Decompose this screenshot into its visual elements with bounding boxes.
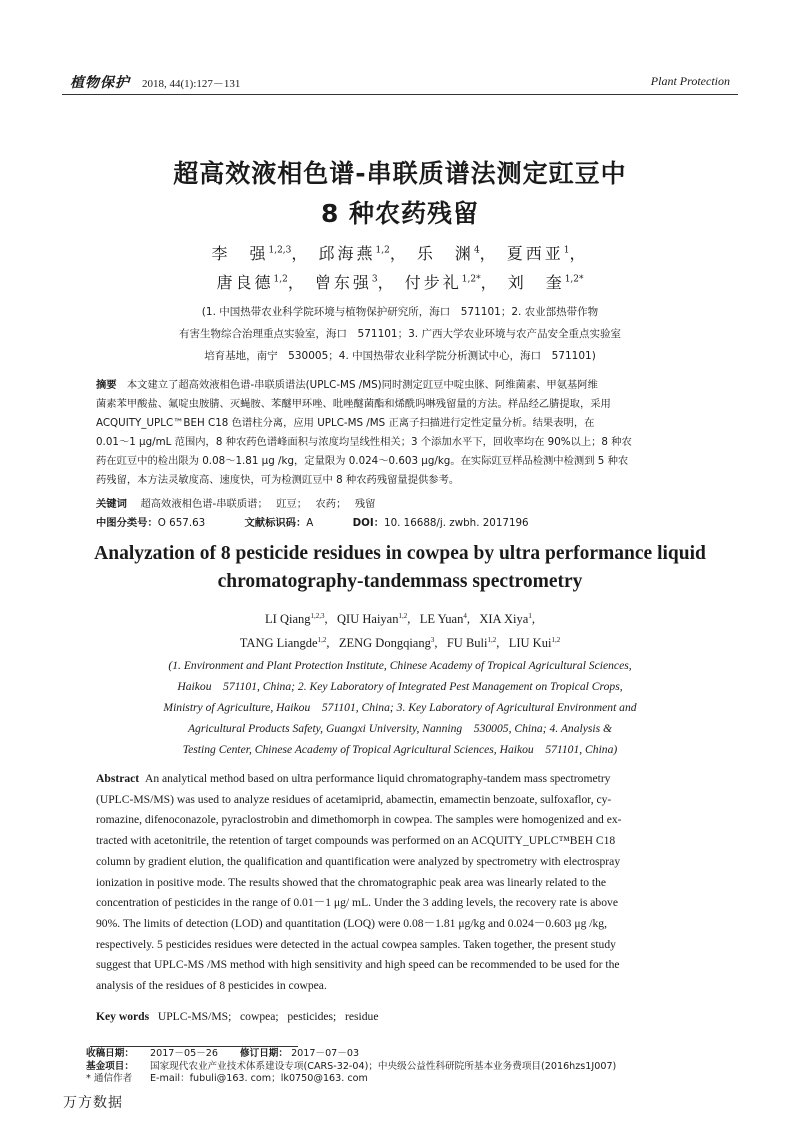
doc-code-label: 文献标识码： [244, 517, 307, 529]
abstract-zh-line: 0.01～1 μg/mL 范围内，8 种农药色谱峰面积与浓度均呈线性相关；3 个添加水平下，回收率均在 90%以上；8 种农 [96, 436, 632, 448]
affiliation-en-line: (1. Environment and Plant Protection Institute, Chinese Academy of Tropical Agricultural Sciences, [168, 659, 632, 672]
author-en: LE Yuan [419, 612, 464, 627]
author-sup: 1,2* [461, 274, 481, 285]
doc-code-value: A [306, 517, 314, 529]
affiliation-en-line: Haikou 571101, China; 2. Key Laboratory of Integrated Pest Management on Tropical Crops, [177, 680, 623, 693]
footnote-fund [86, 1061, 616, 1074]
journal-name-zh: 植物保护 [70, 75, 130, 91]
footnote-corresponding [86, 1073, 616, 1086]
abstract-en-line: (UPLC-MS/MS) was used to analyze residues of acetamiprid, abamectin, emamectin benzoate, sulfoxaflor, cy- [96, 792, 612, 806]
author-sup: 4 [473, 245, 480, 256]
affiliation-en-line: Agricultural Products Safety, Guangxi University, Nanning 530005, China; 4. Analysis & [187, 722, 613, 735]
affiliation-en-line: Ministry of Agriculture, Haikou 571101, China; 3. Key Laboratory of Agricultural Environment and [163, 701, 637, 714]
abstract-zh-line: 药在豇豆中的检出限为 0.08～1.81 μg /kg，定量限为 0.024～0.603 μg/kg。在实际豇豆样品检测中检测到 5 种农 [96, 455, 629, 467]
keywords-zh [96, 495, 375, 510]
footnotes [86, 1048, 616, 1086]
abstract-zh-line: 本文建立了超高效液相色谱-串联质谱法(UPLC-MS /MS)同时测定豇豆中啶虫脒、阿维菌素、甲氨基阿维 [126, 379, 598, 391]
author-sup: 1,2 [398, 612, 408, 620]
author-sup: 3 [430, 636, 435, 645]
fund-label: 基金项目： [86, 1060, 134, 1072]
title-en-line1: Analyzation of 8 pesticide residues in cowpea by ultra performance liquid [94, 543, 706, 564]
author-zh: 邱海燕 [318, 244, 376, 263]
abstract-en-line: 90%. The limits of detection (LOD) and quantitation (LOQ) were 0.08－1.81 μg/kg and 0.024－0.603 μg /kg, [96, 916, 607, 930]
author-sup: 3 [371, 274, 378, 285]
doi-value: 10. 16688/j. zwbh. 2017196 [384, 517, 529, 529]
abstract-en-line: ionization in positive mode. The results showed that the chromatographic peak area was linearly related to the [96, 875, 607, 889]
author-sup: 1,2,3 [310, 612, 325, 620]
authors-zh-line2: 唐良德$^{1,2}$， 曾东强$^3$， 付步礼$^{1,2*}$， 刘 奎$^{1,2*}$ [216, 273, 584, 292]
abstract-en-line: concentration of pesticides in the range of 0.01－1 μg/ mL. Under the 3 adding levels, the recovery rate is above [96, 896, 618, 910]
abstract-en-line: tracted with acetonitrile, the retention of target compounds was performed on an ACQUITY_UPLC™BEH C18 [96, 834, 616, 848]
abstract-en-line: suggest that UPLC-MS /MS method with high sensitivity and high speed can be recommended to be used for the [96, 958, 620, 972]
classification-row [96, 514, 565, 529]
author-zh: 刘 奎 [507, 273, 565, 292]
running-header [70, 70, 730, 92]
abstract-en-line: analysis of the residues of 8 pesticides in cowpea. [96, 979, 327, 993]
citation: 2018, 44(1):127－131 [142, 78, 241, 90]
author-sup: 4 [463, 612, 467, 620]
footnote-dates [86, 1048, 616, 1061]
affiliation-line: 有害生物综合治理重点实验室，海口 571101；3. 广西大学农业环境与农产品安全重点实验室 [179, 328, 621, 340]
keywords-en [96, 1010, 378, 1023]
affiliation-line: 培育基地，南宁 530005；4. 中国热带农业科学院分析测试中心，海口 571101) [204, 350, 596, 362]
abstract-en-line: respectively. 5 pesticides residues were detected in the actual cowpea samples. Taken together, the present study [96, 937, 616, 951]
author-zh: 唐良德 [216, 273, 274, 292]
author-zh: 付步礼 [404, 273, 462, 292]
received-label: 收稿日期： [86, 1048, 134, 1059]
abstract-en-line: An analytical method based on ultra performance liquid chromatography-tandem mass spectrometry [144, 772, 611, 785]
author-sup: 1,2 [487, 636, 497, 645]
author-zh: 夏西亚 [506, 244, 564, 263]
author-en: TANG Liangde [239, 636, 318, 651]
author-en: ZENG Dongqiang [338, 636, 431, 651]
keyword: 农药； [315, 498, 342, 510]
affiliation-en-line: Testing Center, Chinese Academy of Tropical Agricultural Sciences, Haikou 571101, China) [182, 743, 618, 756]
abstract-en [96, 769, 714, 997]
author-sup: 1,2 [551, 636, 561, 645]
abstract-zh-line: ACQUITY_UPLC™BEH C18 色谱柱分离，应用 UPLC-MS /MS 正离子扫描进行定性定量分析。结果表明，在 [96, 417, 595, 429]
affiliations-zh [90, 301, 710, 367]
keyword: 超高效液相色谱-串联质谱； [140, 498, 263, 510]
title-zh-line1: 超高效液相色谱-串联质谱法测定豇豆中 [173, 159, 627, 188]
corresponding-label: * 通信作者 [86, 1073, 133, 1084]
abstract-zh-line: 菌素苯甲酸盐、氟啶虫胺腈、灭蝇胺、苯醚甲环唑、吡唑醚菌酯和烯酰吗啉残留量的方法。样品经乙腈提取，采用 [96, 398, 611, 410]
author-en: QIU Haiyan [337, 612, 399, 627]
abstract-en-line: romazine, difenoconazole, pyraclostrobin and dimethomorph in cowpea. The samples were homogenized and ex- [96, 813, 622, 827]
header-rule [62, 94, 738, 95]
author-sup: 1,2 [273, 274, 288, 285]
received-value: 2017－05－26 [150, 1048, 219, 1059]
keywords-zh-label: 关键词 [96, 498, 127, 510]
author-sup: 1,2,3 [268, 245, 292, 256]
authors-en [60, 606, 740, 654]
wanfang-watermark: 万方数据 [63, 1095, 123, 1111]
fund-value: 国家现代农业产业技术体系建设专项(CARS-32-04)；中央级公益性科研院所基本业务费项目(2016hzs1J007) [150, 1060, 617, 1072]
title-zh-line2: 8 种农药残留 [320, 199, 480, 228]
author-zh: 曾东强 [314, 273, 372, 292]
corresponding-email: E-mail：fubuli@163. com；lk0750@163. com [150, 1073, 368, 1084]
author-en: LI Qiang [265, 612, 311, 627]
authors-en-line1: LI Qiang$^{1,2,3}$, QIU Haiyan$^{1,2}$, LE Yuan$^4$, XIA Xiya$^1$, [265, 612, 535, 627]
author-sup: 1,2 [317, 636, 327, 645]
authors-en-line2: TANG Liangde$^{1,2}$, ZENG Dongqiang$^3$, FU Buli$^{1,2}$, LIU Kui$^{1,2}$ [239, 636, 561, 651]
keyword-en: UPLC-MS/MS; [157, 1010, 232, 1023]
author-sup: 1,2* [564, 274, 584, 285]
authors-zh-line1: 李 强$^{1,2,3}$， 邱海燕$^{1,2}$， 乐 渊$^4$， 夏西亚$^1$， [211, 244, 589, 263]
author-sup: 1,2 [375, 245, 390, 256]
abstract-zh [96, 376, 716, 490]
footnote-rule [90, 1046, 298, 1047]
keyword: 残留 [354, 498, 376, 510]
revised-value: 2017－07－03 [291, 1048, 360, 1059]
author-en: XIA Xiya [479, 612, 529, 627]
keyword: 豇豆； [276, 498, 302, 510]
abstract-zh-line: 药残留，本方法灵敏度高、速度快，可为检测豇豆中 8 种农药残留量提供参考。 [96, 474, 460, 486]
affiliations-en [100, 655, 700, 760]
author-sup: 1 [528, 612, 532, 620]
author-zh: 李 强 [211, 244, 269, 263]
keyword-en: pesticides; [287, 1010, 337, 1023]
keyword-en: cowpea; [240, 1010, 279, 1023]
author-sup: 1 [563, 245, 570, 256]
title-en [60, 540, 740, 596]
abstract-en-label: Abstract [96, 772, 140, 785]
abstract-en-line: column by gradient elution, the qualification and quantification were analyzed by spectrometry with electrospray [96, 854, 621, 868]
affiliation-line: (1. 中国热带农业科学院环境与植物保护研究所，海口 571101；2. 农业部热带作物 [201, 306, 599, 318]
keywords-en-label: Key words [96, 1010, 150, 1023]
author-zh: 乐 渊 [416, 244, 474, 263]
abstract-zh-label: 摘要 [96, 379, 117, 391]
clc-value: O 657.63 [157, 517, 206, 529]
revised-label: 修订日期： [240, 1048, 288, 1059]
author-en: LIU Kui [508, 636, 552, 651]
doi-label: DOI： [352, 517, 385, 529]
journal-name-en: Plant Protection [650, 74, 730, 88]
clc-label: 中图分类号： [96, 517, 158, 529]
keyword-en: residue [345, 1010, 379, 1023]
author-en: FU Buli [446, 636, 488, 651]
title-en-line2: chromatography-tandemmass spectrometry [217, 571, 583, 592]
